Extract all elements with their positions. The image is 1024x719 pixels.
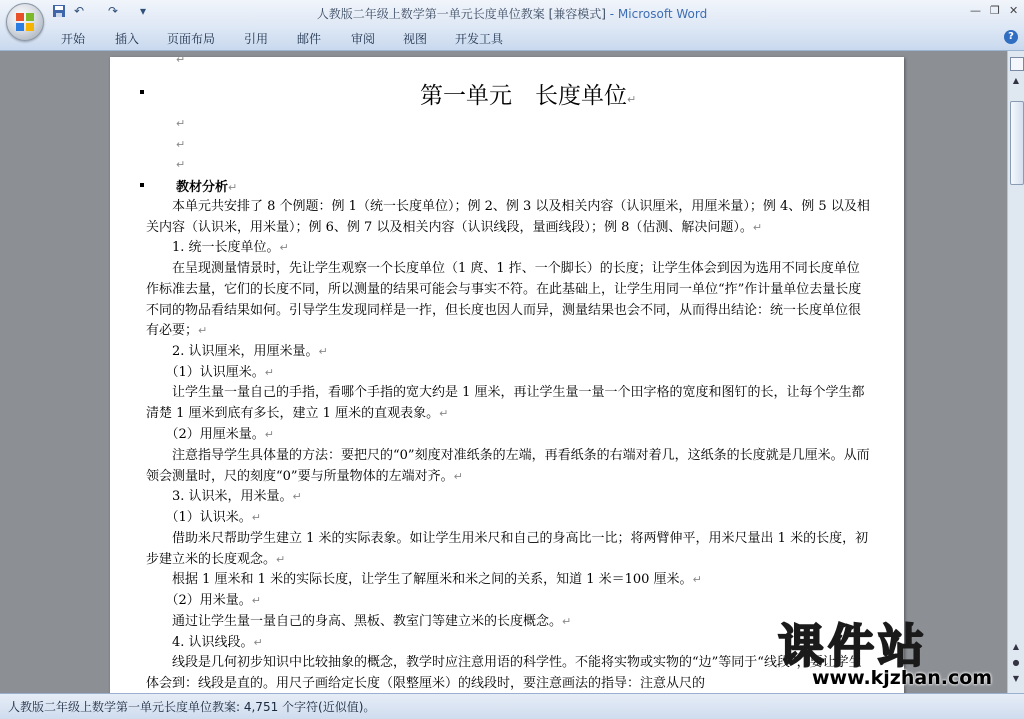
customize-qat-icon[interactable]: ▾: [140, 4, 147, 18]
paragraph: 通过让学生量一量自己的身高、黑板、教室门等建立米的长度概念。↵: [146, 614, 572, 629]
scroll-up-icon[interactable]: ▲: [1012, 76, 1020, 85]
watermark-title: 课件站: [778, 619, 928, 673]
section-heading: 教材分析↵: [176, 180, 238, 195]
window-title: 人教版二年级上数学第一单元长度单位教案 [兼容模式] - Microsoft Word: [316, 7, 708, 21]
bullet-icon: [140, 183, 144, 187]
paragraph-mark: ↵: [176, 138, 186, 151]
paragraph: 1. 统一长度单位。↵: [146, 240, 289, 255]
vertical-scrollbar[interactable]: [1007, 51, 1024, 693]
paragraph-mark: ↵: [176, 158, 186, 171]
title-bar: [0, 0, 1024, 26]
paragraph: 在呈现测量情景时，先让学生观察一个长度单位（1 庹、1 拃、一个脚长）的长度；让学生体会到因为选用不同长度单位作标准去量，它们的长度不同，所以测量的结果可能会与事实不符。在此基础上，让学生用同一单位“拃”作计量单位去量长度不同的物品看结果如何。引导学生发现同样是一拃，但长度也因人而异，测量结果也会不同，从而得出结论：统一长度单位很有必要；↵: [146, 261, 862, 339]
redo-icon[interactable]: ↷: [108, 4, 119, 18]
paragraph-mark: ↵: [176, 53, 186, 66]
help-icon[interactable]: ?: [1004, 30, 1018, 44]
undo-icon[interactable]: ↶: [74, 4, 85, 18]
browse-object-icon[interactable]: ●: [1012, 658, 1020, 667]
paragraph: （2）用米量。↵: [146, 593, 261, 608]
bullet-icon: [140, 90, 144, 94]
office-logo-icon: [14, 11, 36, 33]
paragraph: 让学生量一量自己的手指，看哪个手指的宽大约是 1 厘米，再让学生量一量一个田字格的宽度和图钉的长，让每个学生都清楚 1 厘米到底有多长，建立 1 厘米的直观表象。↵: [146, 385, 865, 421]
minimize-button[interactable]: —: [970, 4, 981, 17]
paragraph: 线段是几何初步知识中比较抽象的概念，教学时应注意用语的科学性。不能将实物或实物的“边”等同于“线段”，要让学生体会到：线段是直的。用尺子画给定长度（限整厘米）的线段时，要注意画法的指导：注意从尺的: [146, 655, 862, 691]
paragraph: 本单元共安排了 8 个例题：例 1（统一长度单位）；例 2、例 3 以及相关内容（认识厘米，用厘米量）；例 4、例 5 以及相关内容（认识米，用米量）；例 6、例 7 以及相关内容（认识线段，量画线段）；例 8（估测、解决问题）。↵: [146, 199, 870, 235]
ribbon-tabs: [0, 26, 1024, 51]
paragraph: 借助米尺帮助学生建立 1 米的实际表象。如让学生用米尺和自己的身高比一比；将两臂伸平，用米尺量出 1 米的长度，初步建立米的长度观念。↵: [146, 531, 869, 567]
tab-developer[interactable]: 开发工具: [455, 32, 504, 46]
scroll-thumb[interactable]: [1010, 101, 1024, 185]
paragraph: 2. 认识厘米，用厘米量。↵: [146, 344, 328, 359]
tab-review[interactable]: 审阅: [351, 32, 376, 46]
document-title: 第一单元 长度单位↵: [420, 83, 637, 109]
paragraph: 4. 认识线段。↵: [146, 635, 263, 650]
paragraph: 3. 认识米，用米量。↵: [146, 489, 302, 504]
tab-mailings[interactable]: 邮件: [297, 32, 322, 46]
watermark-url: www.kjzhan.com: [812, 667, 993, 689]
tab-insert[interactable]: 插入: [115, 32, 140, 46]
document-page[interactable]: [110, 53, 904, 693]
view-ruler-icon[interactable]: [1010, 57, 1024, 71]
paragraph: 注意指导学生具体量的方法：要把尺的“0”刻度对准纸条的左端，再看纸条的右端对着几，这纸条的长度就是几厘米。从而领会测量时，尺的刻度“0”要与所量物体的左端对齐。↵: [146, 448, 870, 484]
previous-page-icon[interactable]: ▲: [1012, 642, 1020, 651]
tab-page-layout[interactable]: 页面布局: [167, 32, 216, 46]
tab-home[interactable]: 开始: [61, 32, 86, 46]
paragraph: （1）认识米。↵: [146, 510, 261, 525]
paragraph: （1）认识厘米。↵: [146, 365, 274, 380]
paragraph: （2）用厘米量。↵: [146, 427, 274, 442]
close-button[interactable]: ✕: [1009, 4, 1019, 17]
status-bar: [0, 693, 1024, 719]
status-text: 人教版二年级上数学第一单元长度单位教案: 4,751 个字符(近似值)。: [8, 700, 376, 714]
restore-button[interactable]: ❐: [990, 4, 1000, 17]
paragraph-mark: ↵: [176, 117, 186, 130]
tab-view[interactable]: 视图: [403, 32, 428, 46]
tab-references[interactable]: 引用: [244, 32, 269, 46]
next-page-icon[interactable]: ▼: [1012, 674, 1020, 683]
paragraph: 根据 1 厘米和 1 米的实际长度，让学生了解厘米和米之间的关系，知道 1 米＝100 厘米。↵: [146, 572, 702, 587]
office-button[interactable]: [6, 3, 44, 41]
watermark-logo: [770, 610, 1020, 692]
document-area: [0, 51, 1007, 693]
